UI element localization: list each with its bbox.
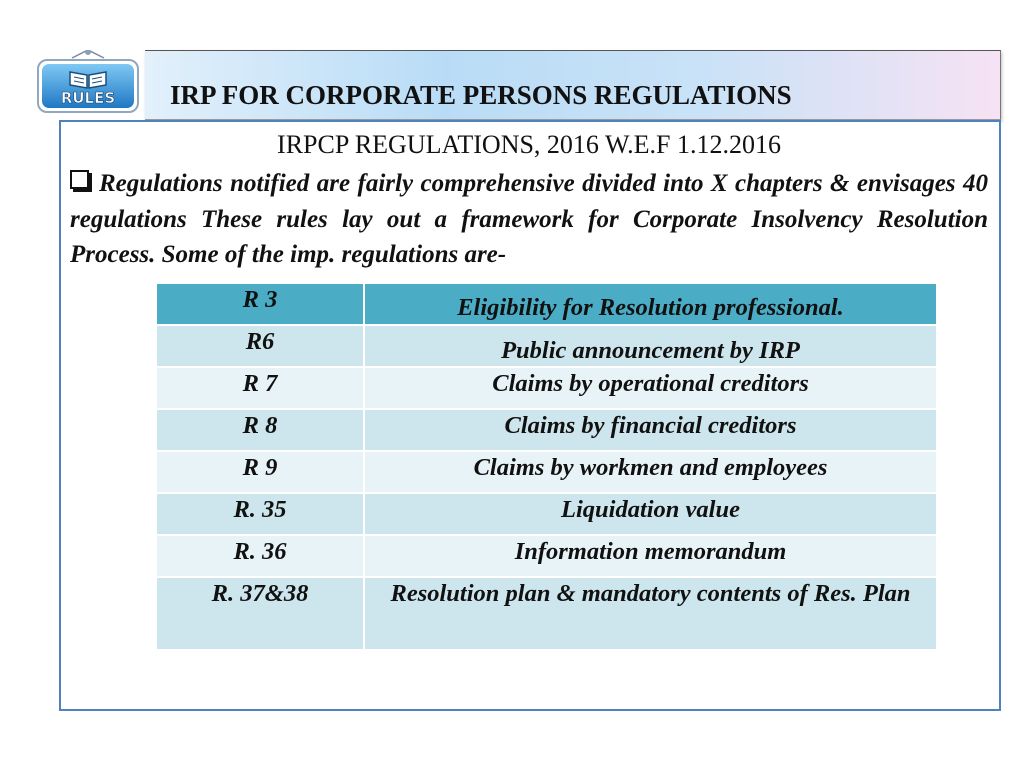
regulation-description: Eligibility for Resolution professional. [364, 283, 937, 325]
regulation-number: R 3 [156, 283, 364, 325]
regulations-table [155, 282, 938, 651]
regulation-number: R 9 [156, 451, 364, 493]
regulation-description: Claims by workmen and employees [364, 451, 937, 493]
page-title: IRP FOR CORPORATE PERSONS REGULATIONS [170, 80, 792, 110]
regulation-description: Claims by operational creditors [364, 367, 937, 409]
checkbox-bullet-icon [70, 170, 89, 189]
rules-logo [34, 50, 142, 116]
table-row [156, 367, 937, 409]
regulation-number: R. 37&38 [156, 577, 364, 650]
regulation-description: Public announcement by IRP [364, 325, 937, 367]
regulation-number: R. 36 [156, 535, 364, 577]
table-row [156, 577, 937, 650]
intro-paragraph [70, 166, 988, 273]
table-row [156, 451, 937, 493]
regulation-description: Claims by financial creditors [364, 409, 937, 451]
table-row [156, 493, 937, 535]
intro-text: Regulations notified are fairly comprehensive divided into X chapters & envisages 40 regulations These rules lay out a framework for Corporate Insolvency Resolution Process. Some of the imp. regulations are- [70, 170, 988, 268]
table-row [156, 283, 937, 325]
regulation-description: Liquidation value [364, 493, 937, 535]
table-row [156, 535, 937, 577]
table-row [156, 409, 937, 451]
table-row [156, 325, 937, 367]
regulation-number: R 8 [156, 409, 364, 451]
regulation-number: R6 [156, 325, 364, 367]
regulation-number: R 7 [156, 367, 364, 409]
logo-text: RULES [60, 89, 116, 107]
subtitle: IRPCP REGULATIONS, 2016 W.E.F 1.12.2016 [277, 130, 781, 159]
regulation-number: R. 35 [156, 493, 364, 535]
regulation-description: Resolution plan & mandatory contents of Res. Plan [364, 577, 937, 650]
regulation-description: Information memorandum [364, 535, 937, 577]
